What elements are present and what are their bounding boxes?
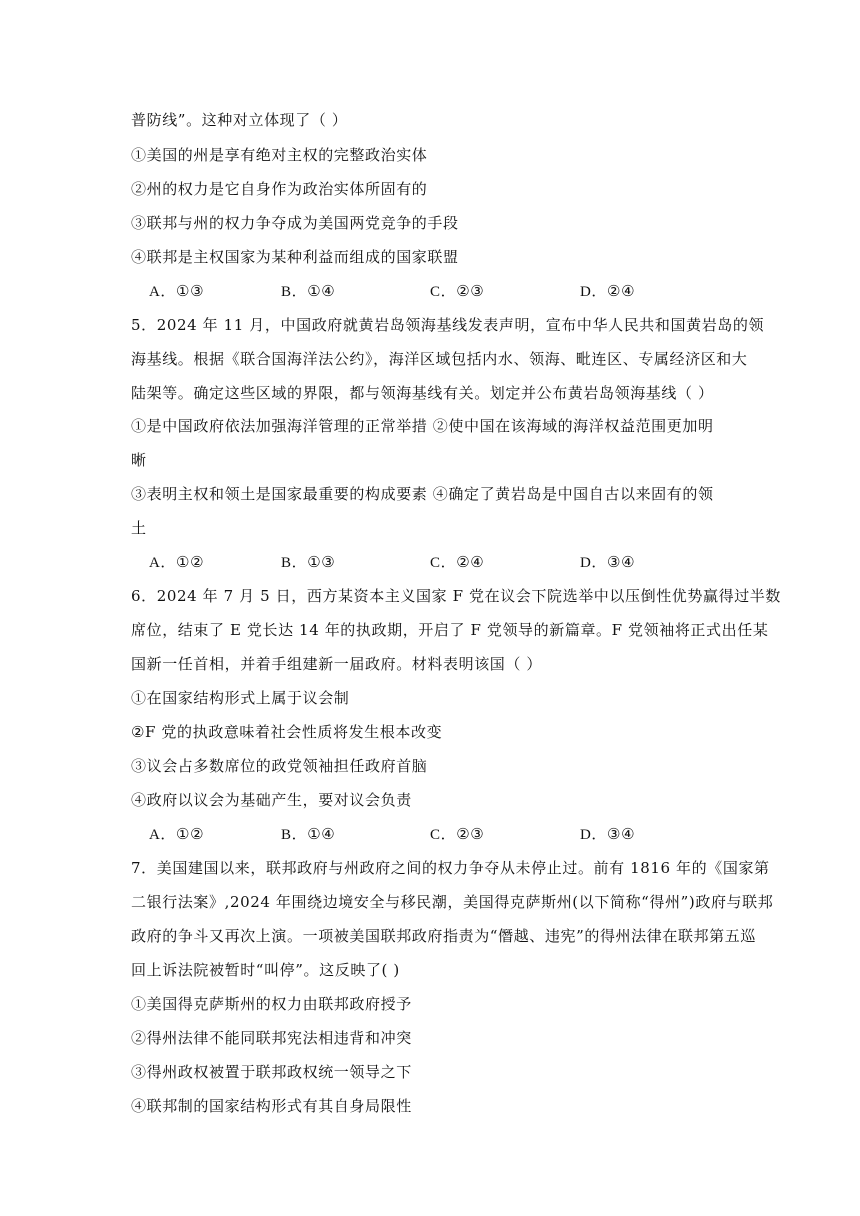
- q4-item-1: ①美国的州是享有绝对主权的完整政治实体: [131, 146, 428, 164]
- q5-option-b[interactable]: B．①③: [281, 553, 336, 571]
- q4-option-c[interactable]: C．②③: [430, 282, 485, 300]
- q7-stem-line-3: 政府的争斗又再次上演。一项被美国联邦政府指责为“僭越、违宪”的得州法律在联邦第五巡: [131, 927, 756, 945]
- q5-items-line-2: 晰: [131, 451, 147, 469]
- q4-item-4: ④联邦是主权国家为某种利益而组成的国家联盟: [131, 248, 459, 266]
- q6-item-3: ③议会占多数席位的政党领袖担任政府首脑: [131, 757, 428, 775]
- q6-item-1: ①在国家结构形式上属于议会制: [131, 689, 350, 707]
- q5-items-line-4: 土: [131, 519, 147, 537]
- q5-option-c[interactable]: C．②④: [430, 553, 485, 571]
- q6-option-b[interactable]: B．①④: [281, 825, 336, 843]
- q7-item-3: ③得州政权被置于联邦政权统一领导之下: [131, 1063, 412, 1081]
- q5-items-line-1: ①是中国政府依法加强海洋管理的正常举措 ②使中国在该海域的海洋权益范围更加明: [131, 417, 714, 435]
- q6-item-4: ④政府以议会为基础产生，要对议会负责: [131, 791, 412, 809]
- q4-option-d[interactable]: D．②④: [580, 282, 636, 300]
- q7-stem-line-4: 回上诉法院被暂时“叫停”。这反映了( ): [131, 961, 400, 979]
- q6-stem-line-3: 国新一任首相，并着手组建新一届政府。材料表明该国（ ）: [131, 655, 542, 673]
- q5-stem-line-1: 5．2024 年 11 月，中国政府就黄岩岛领海基线发表声明，宣布中华人民共和国黄岩岛的领: [131, 316, 765, 334]
- q4-stem-tail: 普防线”。这种对立体现了（ ）: [131, 111, 348, 129]
- q6-item-2: ②F 党的执政意味着社会性质将发生根本改变: [131, 723, 443, 741]
- q5-options: [149, 552, 709, 572]
- q5-stem-line-3: 陆架等。确定这些区域的界限，都与领海基线有关。划定并公布黄岩岛领海基线（ ）: [131, 384, 714, 402]
- q6-stem-line-1: 6．2024 年 7 月 5 日，西方某资本主义国家 F 党在议会下院选举中以压倒性优势赢得过半数: [131, 587, 781, 605]
- q5-option-a[interactable]: A．①②: [149, 553, 205, 571]
- q4-option-a[interactable]: A．①③: [149, 282, 205, 300]
- q6-stem-line-2: 席位，结束了 E 党长达 14 年的执政期，开启了 F 党领导的新篇章。F 党领袖将正式出任某: [131, 621, 769, 639]
- q7-item-1: ①美国得克萨斯州的权力由联邦政府授予: [131, 995, 412, 1013]
- q7-stem-line-1: 7．美国建国以来，联邦政府与州政府之间的权力争夺从未停止过。前有 1816 年的《国家第: [131, 859, 770, 877]
- q7-stem-line-2: 二银行法案》,2024 年围绕边境安全与移民潮，美国得克萨斯州(以下简称“得州”)政府与联邦: [131, 893, 774, 911]
- q6-option-a[interactable]: A．①②: [149, 825, 205, 843]
- q4-options: [149, 281, 709, 301]
- q7-item-2: ②得州法律不能同联邦宪法相违背和冲突: [131, 1029, 412, 1047]
- q4-option-b[interactable]: B．①④: [281, 282, 336, 300]
- q7-item-4: ④联邦制的国家结构形式有其自身局限性: [131, 1097, 412, 1115]
- q5-stem-line-2: 海基线。根据《联合国海洋法公约》，海洋区域包括内水、领海、毗连区、专属经济区和大: [131, 350, 748, 368]
- q6-option-c[interactable]: C．②③: [430, 825, 485, 843]
- q6-options: [149, 824, 709, 844]
- q6-option-d[interactable]: D．③④: [580, 825, 636, 843]
- q5-items-line-3: ③表明主权和领土是国家最重要的构成要素 ④确定了黄岩岛是中国自古以来固有的领: [131, 485, 714, 503]
- q4-item-3: ③联邦与州的权力争夺成为美国两党竞争的手段: [131, 214, 459, 232]
- q5-option-d[interactable]: D．③④: [580, 553, 636, 571]
- q4-item-2: ②州的权力是它自身作为政治实体所固有的: [131, 180, 428, 198]
